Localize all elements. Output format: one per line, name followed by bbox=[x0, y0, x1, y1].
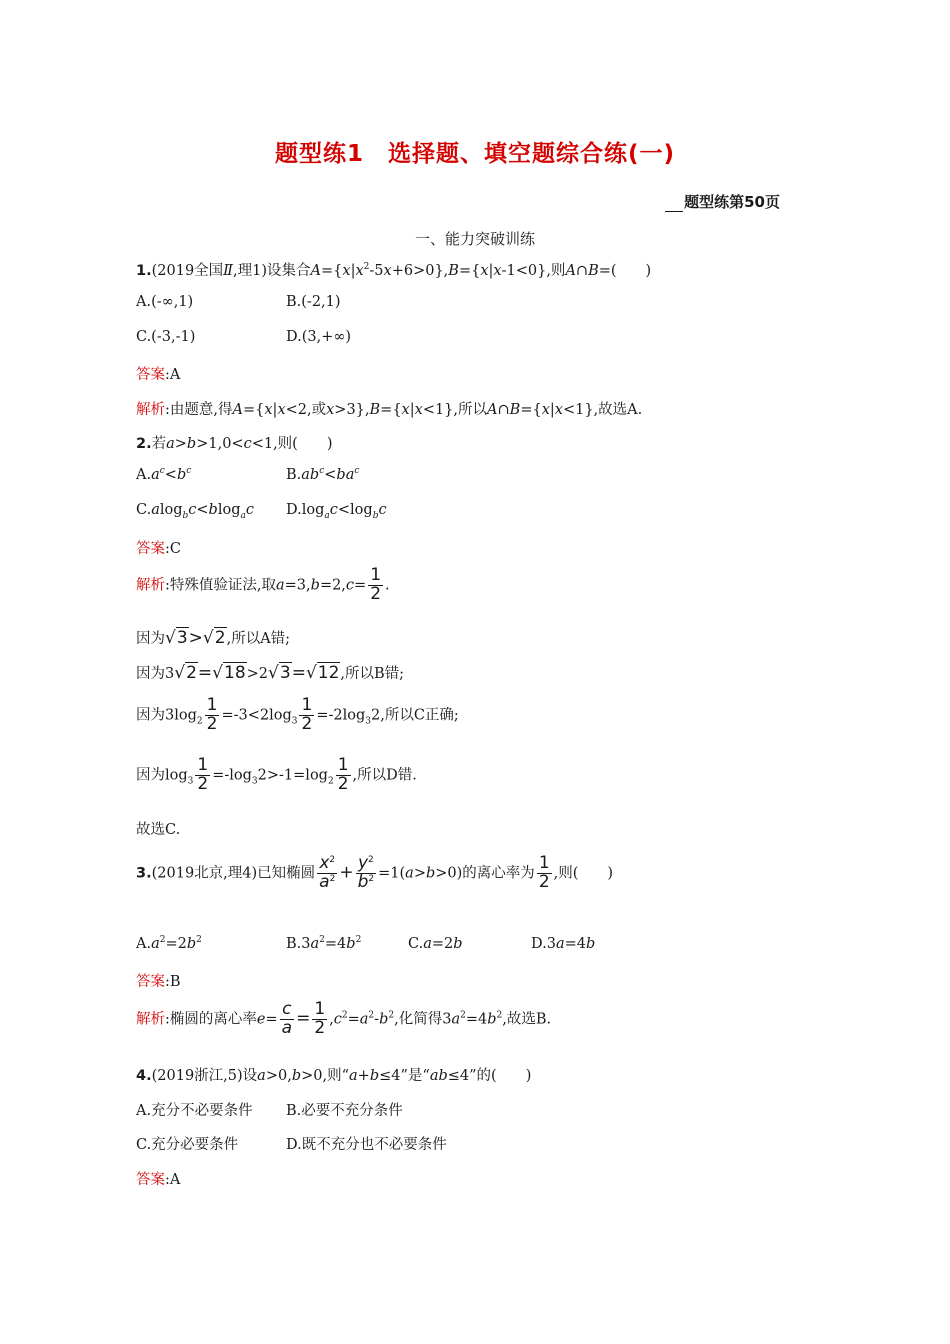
option-d: D.既不充分也不必要条件 bbox=[286, 1137, 447, 1153]
analysis-line-b: 因为3√2=√18>2√3=√12,所以B错; bbox=[136, 663, 405, 683]
option-b: B.(-2,1) bbox=[286, 294, 341, 310]
question-4-answer: 答案:A bbox=[136, 1172, 181, 1188]
option-d: D.(3,+∞) bbox=[286, 329, 352, 345]
question-3-options bbox=[136, 936, 595, 952]
question-3-analysis: 解析:椭圆的离心率e= $\frac{c}{a}$ = $\frac{1}{2}$ $,c^2=a^2-b^2$,化简得$3a^2=4b^2$,故选B. bbox=[136, 999, 552, 1038]
question-4-stem: 4.(2019浙江,5)设a>0,b>0,则“a+b≤4”是“ab≤4”的( ) bbox=[136, 1068, 532, 1084]
option-a: A.(-∞,1) bbox=[136, 294, 194, 310]
question-4-options-row-2 bbox=[136, 1133, 447, 1154]
analysis-line-c: 因为$3\log_2$ $\frac{1}{2}$ $=-3<2\log_3$ $\frac{1}{2}$ $=-2\log_32$,所以C正确; bbox=[136, 695, 459, 734]
question-2-options-row-2 bbox=[136, 502, 387, 521]
option-a: $A.a^c<b^c$ bbox=[136, 466, 192, 483]
option-b: $B.3a^2=4b^2$ bbox=[286, 935, 362, 952]
page-title: 题型练1 选择题、填空题综合练(一) bbox=[274, 141, 676, 167]
question-2-analysis: 解析:特殊值验证法,取a=3,b=2,c= $\frac{1}{2}$ . bbox=[136, 565, 390, 604]
question-2-options-row-1 bbox=[136, 467, 359, 483]
question-3-stem: 3.(2019北京,理4)已知椭圆 $\frac{x^2}{a^2}$ + $\frac{y^2}{b^2}$ =1(a>b>0)的离心率为 $\frac{1}{2}$ ,则( ) bbox=[136, 853, 614, 892]
option-d: D.3a=4b bbox=[531, 936, 596, 952]
option-c: C.充分必要条件 bbox=[136, 1137, 239, 1153]
analysis-conclusion: 故选C. bbox=[136, 822, 181, 838]
page-reference: 题型练第50页 bbox=[665, 191, 780, 212]
question-1-stem: 1.(2019全国Ⅱ,理1)设集合$A=\{x|x^2-5x+6>0\},B=\{x|x-1<0\}$,则A∩B=( ) bbox=[136, 262, 652, 279]
question-1-options-row-1 bbox=[136, 294, 341, 310]
option-b: B.必要不充分条件 bbox=[286, 1103, 403, 1119]
option-b: $B.ab^c<ba^c$ bbox=[286, 466, 360, 483]
option-c: C.a=2b bbox=[408, 936, 463, 952]
question-1-analysis: 解析:由题意,得A={x|x<2,或x>3},B={x|x<1},所以A∩B={x|x<1},故选A. bbox=[136, 402, 643, 418]
question-1-answer: 答案:A bbox=[136, 367, 181, 383]
question-2-answer: 答案:C bbox=[136, 541, 181, 557]
question-4-options-row-1 bbox=[136, 1099, 403, 1120]
option-a: $A.a^2=2b^2$ bbox=[136, 935, 202, 952]
option-d: $D.\log_ac<\log_bc$ bbox=[286, 502, 387, 521]
section-heading: 一、能力突破训练 bbox=[414, 230, 535, 248]
question-2-stem: 2.若a>b>1,0<c<1,则( ) bbox=[136, 436, 333, 452]
option-c: C.(-3,-1) bbox=[136, 329, 196, 345]
analysis-line-a: 因为√3>√2,所以A错; bbox=[136, 628, 291, 648]
option-c: C.alog$_b$c<blog$_a$c bbox=[136, 502, 254, 521]
question-1-options-row-2 bbox=[136, 329, 351, 345]
option-a: A.充分不必要条件 bbox=[136, 1103, 253, 1119]
question-3-answer: 答案:B bbox=[136, 974, 181, 990]
analysis-line-d: 因为$\log_3$ $\frac{1}{2}$ $=-\log_32>-1=\log_2$ $\frac{1}{2}$ ,所以D错. bbox=[136, 755, 417, 794]
